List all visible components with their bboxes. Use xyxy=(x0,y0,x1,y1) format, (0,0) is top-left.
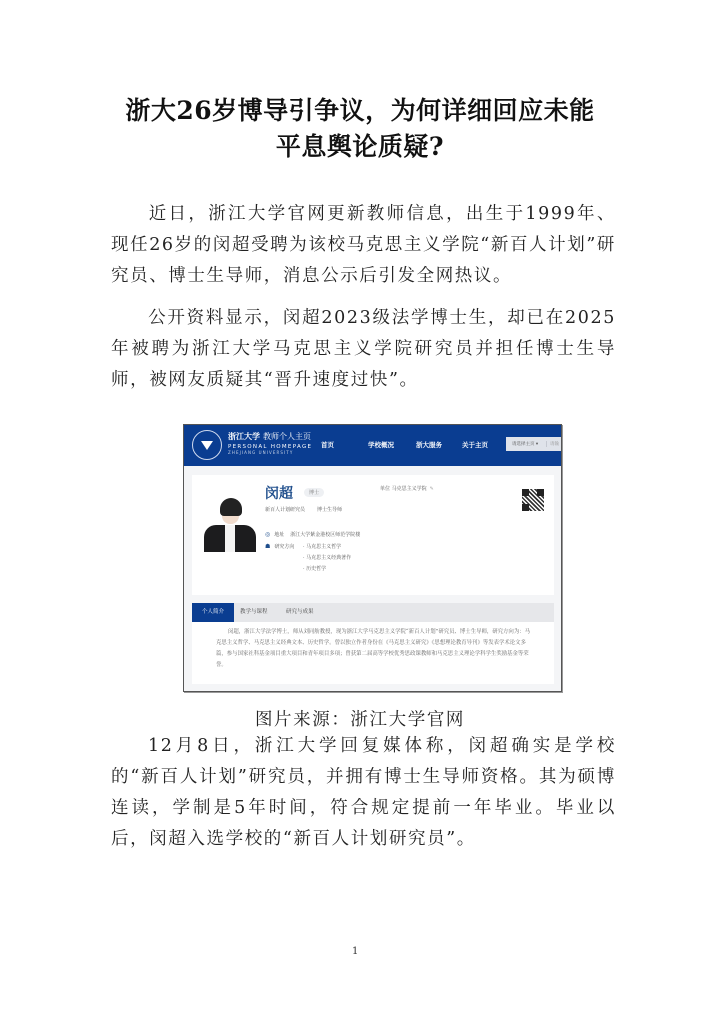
tab-personal-intro[interactable]: 个人简介 xyxy=(192,603,234,622)
research-item-2: · 马克思主义经典著作 xyxy=(303,555,352,561)
profile-name: 闵超 xyxy=(265,486,293,502)
university-logo-icon xyxy=(192,430,222,460)
bio-text: 闵超，浙江大学法学博士，师从刘同舫教授，现为浙江大学马克思主义学院“新百人计划”研究员、博士生导师，研究方向为：马克思主义哲学、马克思主义经典文本、历史哲学。曾以独立作者身份在《马克思主义研究》《思想理论教育导刊》等发表学术论文多篇，参与国家社科基金项目重大项目和青年项目多项；曾获第二届高等学校优秀思政课教师和马克思主义理论学科学生奖励基金等荣誉。 xyxy=(216,629,530,668)
homepage-header xyxy=(184,425,561,466)
article-title xyxy=(100,93,620,165)
homepage-search[interactable] xyxy=(506,437,561,451)
research-icon: ☗ xyxy=(265,543,271,550)
profile-research xyxy=(265,543,300,550)
paragraph-3-text: 12月8日，浙江大学回复媒体称，闵超确实是学校的“新百人计划”研究员，并拥有博士生导师资格。其为硕博连读，学制是5年时间，符合规定提前一年毕业。毕业以后，闵超入选学校的“新百人计划研究员”。 xyxy=(111,736,616,849)
paragraph-2-text: 公开资料显示，闵超2023级法学博士生，却已在2025年被聘为浙江大学马克思主义学院研究员并担任博士生导师，被网友质疑其“晋升速度过快”。 xyxy=(111,308,616,390)
image-caption: 图片来源：浙江大学官网 xyxy=(254,710,466,730)
degree-badge: 博士 xyxy=(304,488,324,497)
profile-unit xyxy=(380,485,434,492)
brand-sub: 教师个人主页 xyxy=(263,432,311,441)
profile-address xyxy=(265,531,360,538)
address-label: 地址 xyxy=(274,532,285,538)
homepage-brand xyxy=(228,431,312,455)
profile-card xyxy=(192,475,554,595)
page-number: 1 xyxy=(352,946,359,957)
search-scope-select[interactable]: 请选择主页 ▾ xyxy=(506,441,547,447)
nav-zju-services[interactable]: 浙大服务 xyxy=(416,441,442,449)
title-line-2: 平息舆论质疑? xyxy=(275,132,445,161)
title-supervisor: 博士生导师 xyxy=(317,507,343,513)
brand-cn: 浙江大学 xyxy=(228,432,260,441)
paragraph-1-text: 近日，浙江大学官网更新教师信息，出生于1999年、现任26岁的闵超受聘为该校马克思主义学院“新百人计划”研究员、博士生导师，消息公示后引发全网热议。 xyxy=(111,204,616,286)
brand-en2: ZHEJIANG UNIVERSITY xyxy=(228,450,294,455)
paragraph-3 xyxy=(111,731,616,855)
tab-teaching[interactable]: 教学与课程 xyxy=(240,609,268,615)
bio-panel xyxy=(192,622,554,684)
unit-text: 单位 马克思主义学院 xyxy=(380,486,427,492)
nav-about[interactable]: 关于主页 xyxy=(462,441,488,449)
title-line-1: 浙大26岁博导引争议，为何详细回应未能 xyxy=(125,96,595,125)
research-item-1: · 马克思主义哲学 xyxy=(303,544,342,550)
nav-school-overview[interactable]: 学校概况 xyxy=(368,441,394,449)
embedded-homepage-screenshot xyxy=(183,424,562,692)
paragraph-2 xyxy=(111,303,616,396)
qr-code-icon xyxy=(522,489,544,511)
profile-tabs xyxy=(192,603,554,622)
tab-research[interactable]: 研究与成果 xyxy=(286,609,314,615)
research-label: 研究方向 xyxy=(274,544,295,550)
title-researcher: 新百人计划研究员 xyxy=(265,507,306,513)
search-input[interactable]: 请输 xyxy=(550,442,559,447)
edit-pencil-icon: ✎ xyxy=(429,486,434,492)
location-icon: ◎ xyxy=(265,531,271,538)
profile-titles xyxy=(265,506,342,513)
profile-photo xyxy=(204,495,256,552)
brand-en: PERSONAL HOMEPAGE xyxy=(228,444,313,450)
research-item-3: · 历史哲学 xyxy=(303,566,327,572)
paragraph-1 xyxy=(111,199,616,292)
address-value: 浙江大学紫金港校区师范学院楼 xyxy=(290,532,361,538)
nav-home[interactable]: 首页 xyxy=(321,441,334,449)
